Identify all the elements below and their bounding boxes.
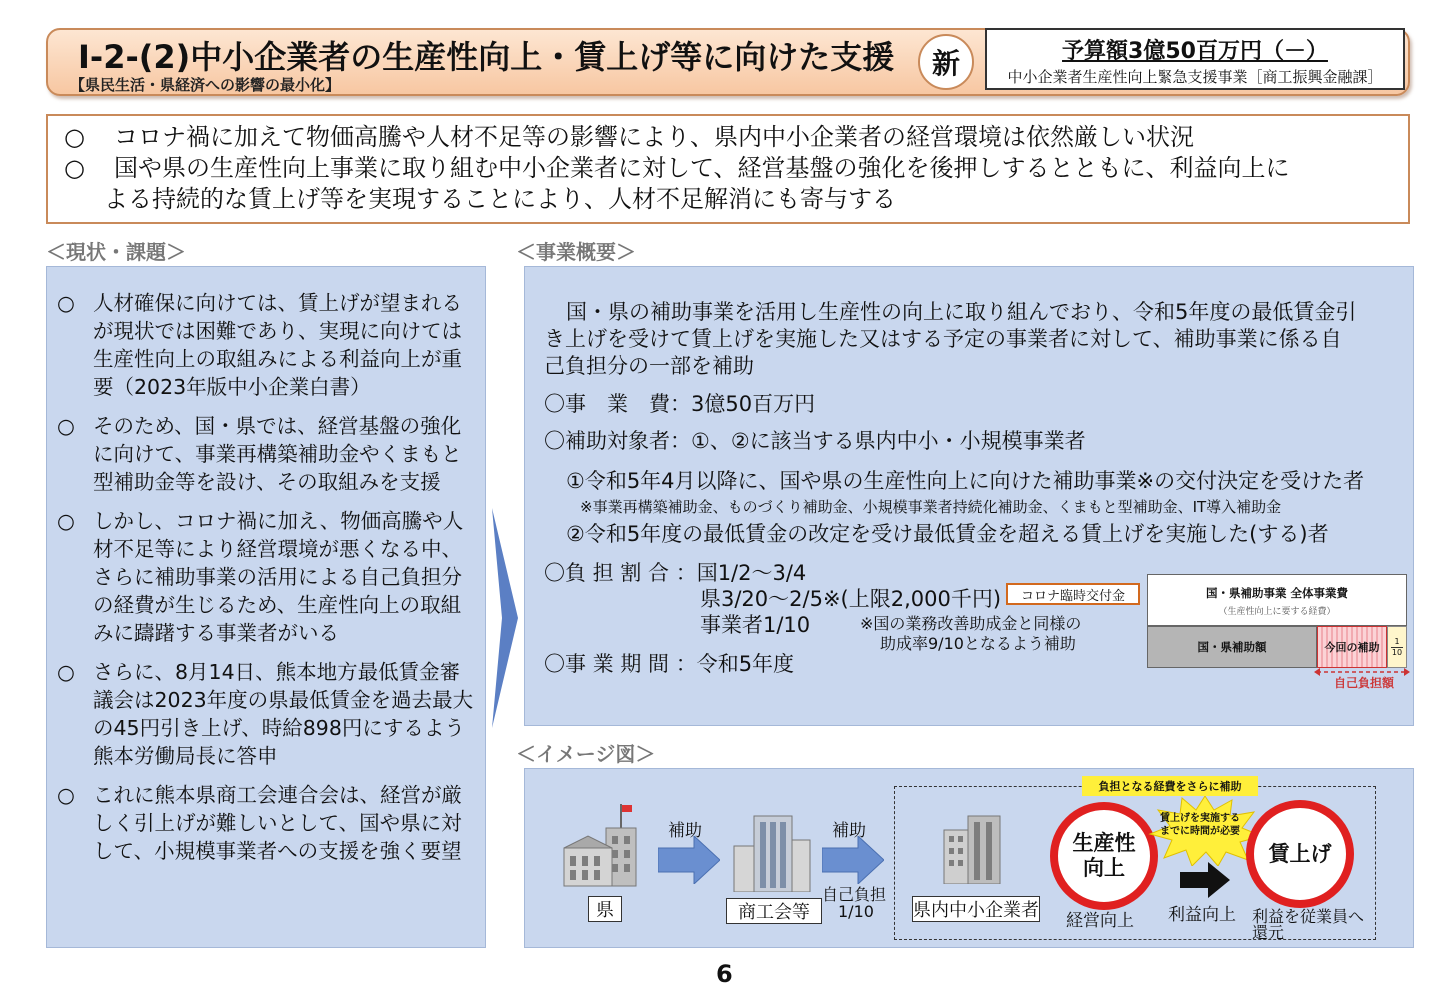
corona-grant-tag: コロナ臨時交付金 xyxy=(1006,583,1140,605)
issue-text: さらに、8月14日、熊本地方最低賃金審議会は2023年度の県最低賃金を過去最大の45円引き上げ、時給898円にするよう熊本労働局長に答申 xyxy=(93,660,474,768)
section-label-image: ＜イメージ図＞ xyxy=(516,742,656,766)
self-burden-text: 自己負担 xyxy=(822,885,887,904)
summary-target-2: ②令和5年度の最低賃金の改定を受け最低賃金を超える賃上げを実施した(する)者 xyxy=(566,522,1329,546)
profit-up-label: 利益向上 xyxy=(1168,905,1236,925)
bullet-mark: ○ xyxy=(64,123,85,151)
prefecture-label: 県 xyxy=(588,896,622,922)
summary-share-self: 事業者1/10 xyxy=(700,613,811,637)
subsidy-label: 補助 xyxy=(668,821,702,841)
sme-label: 県内中小企業者 xyxy=(912,896,1040,922)
summary-period: 〇事 業 期 間 ：令和5年度 xyxy=(544,652,795,676)
intro-line xyxy=(64,122,1408,153)
issue-text: 人材確保に向けては、賃上げが望まれるが現状では困難であり、実現に向けては生産性向上の取組みによる利益向上が重要（2023年版中小企業白書） xyxy=(93,291,462,399)
issue-item xyxy=(57,412,477,496)
gov-subsidy-bar: 国・県補助額 xyxy=(1147,626,1317,668)
bullet-mark: ○ xyxy=(57,291,75,315)
intro-text: よる持続的な賃上げ等を実現することにより、人材不足解消にも寄与する xyxy=(104,185,896,213)
issue-text: これに熊本県商工会連合会は、経営が厳しく引上げが難しいとして、国や県に対して、小規模事業者への支援を強く要望 xyxy=(93,783,462,863)
chamber-label: 商工会等 xyxy=(726,898,822,924)
bullet-mark: ○ xyxy=(57,660,75,684)
current-issues-panel xyxy=(46,266,486,948)
mgmt-up-label: 経営向上 xyxy=(1066,911,1134,931)
fraction-box xyxy=(1387,626,1407,668)
productivity-text: 生産性 xyxy=(1072,831,1136,855)
issue-text: そのため、国・県では、経営基盤の強化に向けて、事業再構築補助金やくまもと型補助金等を設け、その取組みを支援 xyxy=(93,414,462,494)
fraction-numerator: 1 xyxy=(1394,636,1400,646)
return-to-employees: 還元 xyxy=(1252,923,1285,942)
bullet-mark: ○ xyxy=(64,154,85,182)
total-cost-subtitle: （生産性向上に要する経費） xyxy=(1218,607,1336,617)
issue-item xyxy=(57,507,477,647)
chevron-right-icon xyxy=(490,508,520,728)
burst-text: 賃上げを実施する xyxy=(1160,813,1240,824)
bullet-mark: ○ xyxy=(57,414,75,438)
return-to-employees: 利益を従業員へ xyxy=(1252,907,1365,926)
summary-cost: 〇事 業 費：3億50百万円 xyxy=(544,392,816,416)
budget-project-name: 中小企業者生産性向上緊急支援事業［商工振興金融課］ xyxy=(1007,68,1383,86)
productivity-circle xyxy=(1050,802,1158,910)
burst-text: までに時間が必要 xyxy=(1160,826,1240,837)
additional-subsidy-banner: 負担となる経費をさらに補助 xyxy=(1082,776,1258,796)
budget-amount: 予算額3億50百万円（－） xyxy=(1062,39,1328,64)
summary-share-pref: 県3/20～2/5※(上限2,000千円) xyxy=(700,587,1002,611)
intro-text: コロナ禍に加えて物価高騰や人材不足等の影響により、県内中小企業者の経営環境は依然厳しい状況 xyxy=(114,123,1194,151)
prefecture-building-icon xyxy=(562,802,644,888)
fraction-denominator: 10 xyxy=(1391,647,1403,657)
summary-share-note: 助成率9/10となるよう補助 xyxy=(880,634,1076,653)
issue-text: しかし、コロナ禍に加え、物価高騰や人材不足等により経営環境が悪くなる中、さらに補助事業の活用による自己負担分の経費が生じるため、生産性向上の取組みに躊躇する事業者がいる xyxy=(93,509,464,645)
self-burden-ratio: 1/10 xyxy=(838,902,874,921)
section-label-current: ＜現状・課題＞ xyxy=(46,240,186,264)
summary-share-note: ※国の業務改善助成金と同様の xyxy=(860,614,1082,633)
arrow-right-icon xyxy=(1180,862,1230,898)
summary-desc: き上げを受けて賃上げを実施した又はする予定の事業者に対して、補助事業に係る自 xyxy=(544,327,1342,351)
self-burden-label: 自己負担額 xyxy=(1334,676,1395,690)
intro-line xyxy=(64,153,1408,184)
productivity-text: 向上 xyxy=(1083,856,1125,880)
page-subtitle: 【県民生活・県経済への影響の最小化】 xyxy=(70,76,341,94)
page-number: 6 xyxy=(716,960,733,988)
this-subsidy-bar: 今回の補助 xyxy=(1317,626,1387,668)
issue-item xyxy=(57,289,477,401)
issue-item xyxy=(57,658,477,770)
arrow-right-icon xyxy=(822,836,884,884)
summary-target: 〇補助対象者：①、②に該当する県内中小・小規模事業者 xyxy=(544,429,1086,453)
intro-box xyxy=(46,114,1410,224)
intro-line xyxy=(64,184,1408,215)
page-title: Ⅰ-2-(2)中小企業者の生産性向上・賃上げ等に向けた支援 xyxy=(78,38,895,76)
bullet-mark: ○ xyxy=(57,783,75,807)
sme-building-icon xyxy=(940,814,1006,884)
section-label-summary: ＜事業概要＞ xyxy=(516,240,636,264)
wage-increase-circle xyxy=(1246,800,1354,908)
total-cost-title: 国・県補助事業 全体事業費 xyxy=(1205,586,1348,600)
total-cost-box xyxy=(1147,574,1407,626)
wage-text: 賃上げ xyxy=(1268,841,1332,866)
summary-target-1: ①令和5年4月以降に、国や県の生産性向上に向けた補助事業※の交付決定を受けた者 xyxy=(566,469,1365,493)
summary-target-1-note: ※事業再構築補助金、ものづくり補助金、小規模事業者持続化補助金、くまもと型補助金、IT導入補助金 xyxy=(580,498,1282,516)
bullet-mark: ○ xyxy=(57,509,75,533)
arrow-right-icon xyxy=(658,836,720,884)
subsidy-label: 補助 xyxy=(832,821,866,841)
intro-text: 国や県の生産性向上事業に取り組む中小企業者に対して、経営基盤の強化を後押しするとともに、利益向上に xyxy=(114,154,1290,182)
issue-item xyxy=(57,781,477,865)
budget-box xyxy=(985,28,1405,90)
summary-desc: 己負担分の一部を補助 xyxy=(544,354,754,378)
chamber-building-icon xyxy=(732,812,812,892)
summary-share: 〇負 担 割 合 ：国1/2～3/4 xyxy=(544,561,807,585)
new-badge: 新 xyxy=(918,34,974,90)
summary-desc: 国・県の補助事業を活用し生産性の向上に取り組んでおり、令和5年度の最低賃金引 xyxy=(566,300,1357,324)
